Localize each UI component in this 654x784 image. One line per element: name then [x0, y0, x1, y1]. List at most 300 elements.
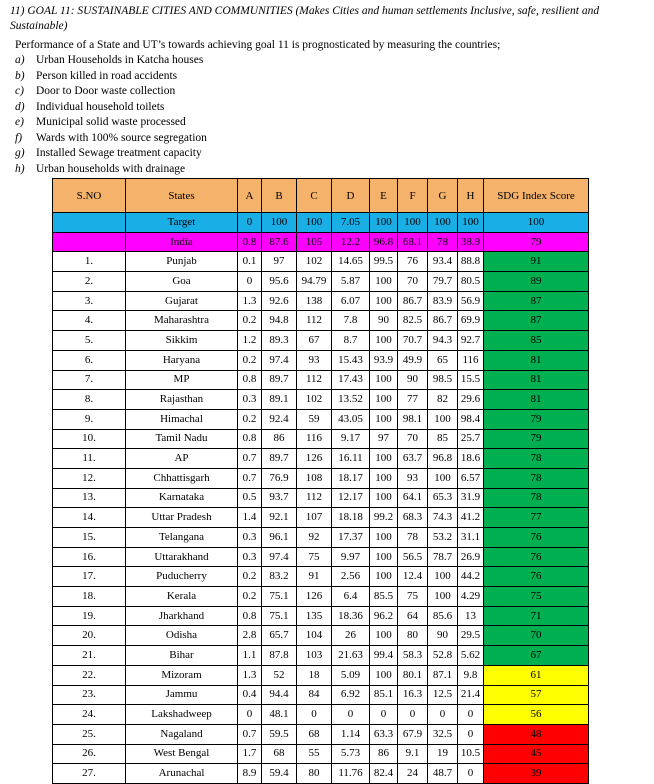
value-cell: 53.2 — [428, 528, 458, 548]
sno-cell: 26. — [53, 744, 126, 764]
score-cell: 71 — [484, 606, 589, 626]
value-cell: 11.76 — [332, 764, 370, 784]
state-cell: Rajasthan — [126, 390, 238, 410]
table-row — [53, 567, 589, 587]
column-header: SDG Index Score — [484, 179, 589, 213]
value-cell: 67 — [297, 331, 332, 351]
value-cell: 97.4 — [262, 547, 297, 567]
value-cell: 78.7 — [428, 547, 458, 567]
value-cell: 0 — [398, 705, 428, 725]
value-cell: 107 — [297, 508, 332, 528]
value-cell: 68 — [297, 724, 332, 744]
value-cell: 82.4 — [370, 764, 398, 784]
score-cell: 91 — [484, 252, 589, 272]
score-cell: 79 — [484, 429, 589, 449]
value-cell: 70.7 — [398, 331, 428, 351]
value-cell: 0.2 — [238, 311, 262, 331]
value-cell: 100 — [370, 488, 398, 508]
value-cell: 29.6 — [458, 390, 484, 410]
value-cell: 100 — [370, 528, 398, 548]
table-row — [53, 764, 589, 784]
value-cell: 100 — [428, 567, 458, 587]
score-cell: 87 — [484, 291, 589, 311]
value-cell: 0.3 — [238, 547, 262, 567]
value-cell: 126 — [297, 449, 332, 469]
value-cell: 52 — [262, 665, 297, 685]
score-cell: 76 — [484, 547, 589, 567]
indicator-marker: a) — [15, 54, 25, 66]
value-cell: 80.5 — [458, 272, 484, 292]
table-body — [53, 213, 589, 784]
indicator-marker: e) — [15, 116, 24, 128]
value-cell: 92.1 — [262, 508, 297, 528]
state-cell: West Bengal — [126, 744, 238, 764]
value-cell: 65.3 — [428, 488, 458, 508]
target-row — [53, 213, 589, 233]
value-cell: 89.3 — [262, 331, 297, 351]
indicator-marker: f) — [15, 131, 23, 144]
sno-cell: 3. — [53, 291, 126, 311]
state-cell: Maharashtra — [126, 311, 238, 331]
score-cell: 78 — [484, 488, 589, 508]
value-cell: 9.1 — [398, 744, 428, 764]
value-cell: 80 — [297, 764, 332, 784]
sno-cell: 6. — [53, 350, 126, 370]
value-cell: 70 — [398, 429, 428, 449]
sno-cell: 19. — [53, 606, 126, 626]
value-cell: 1.7 — [238, 744, 262, 764]
value-cell: 100 — [370, 626, 398, 646]
value-cell: 82.5 — [398, 311, 428, 331]
sno-cell: 12. — [53, 468, 126, 488]
value-cell: 65 — [428, 350, 458, 370]
goal-heading: 11) GOAL 11: SUSTAINABLE CITIES AND COMMUNITIES (Makes Cities and human settlements Inclusive, safe, resilient and Sustainable) — [10, 5, 600, 32]
value-cell: 0.2 — [238, 567, 262, 587]
value-cell: 0 — [428, 705, 458, 725]
value-cell: 6.57 — [458, 468, 484, 488]
india-row — [53, 232, 589, 252]
value-cell: 8.9 — [238, 764, 262, 784]
table-row — [53, 291, 589, 311]
sno-cell: 14. — [53, 508, 126, 528]
table-row — [53, 468, 589, 488]
indicator-text: Urban Households in Katcha houses — [36, 54, 204, 66]
value-cell: 104 — [297, 626, 332, 646]
score-cell: 81 — [484, 370, 589, 390]
value-cell: 0.1 — [238, 252, 262, 272]
value-cell: 93.7 — [262, 488, 297, 508]
state-cell: Gujarat — [126, 291, 238, 311]
value-cell: 90 — [370, 311, 398, 331]
value-cell: 85.1 — [370, 685, 398, 705]
value-cell: 102 — [297, 390, 332, 410]
value-cell: 93.4 — [428, 252, 458, 272]
score-cell: 70 — [484, 626, 589, 646]
value-cell: 9.17 — [332, 429, 370, 449]
value-cell: 12.2 — [332, 232, 370, 252]
value-cell: 0.8 — [238, 606, 262, 626]
value-cell: 75.1 — [262, 587, 297, 607]
table-row — [53, 744, 589, 764]
value-cell: 18.18 — [332, 508, 370, 528]
value-cell: 6.07 — [332, 291, 370, 311]
state-cell: Mizoram — [126, 665, 238, 685]
value-cell: 0.7 — [238, 468, 262, 488]
value-cell: 21.63 — [332, 646, 370, 666]
value-cell: 10.5 — [458, 744, 484, 764]
value-cell: 98.1 — [398, 409, 428, 429]
value-cell: 99.4 — [370, 646, 398, 666]
value-cell: 0 — [238, 213, 262, 233]
indicator-item — [15, 69, 207, 85]
value-cell: 100 — [370, 213, 398, 233]
indicator-item — [15, 100, 207, 116]
state-cell: Telangana — [126, 528, 238, 548]
table-row — [53, 587, 589, 607]
value-cell: 112 — [297, 370, 332, 390]
value-cell: 100 — [262, 213, 297, 233]
score-cell: 89 — [484, 272, 589, 292]
value-cell: 49.9 — [398, 350, 428, 370]
score-cell: 78 — [484, 468, 589, 488]
value-cell: 29.5 — [458, 626, 484, 646]
value-cell: 76.9 — [262, 468, 297, 488]
value-cell: 38.9 — [458, 232, 484, 252]
value-cell: 67.9 — [398, 724, 428, 744]
value-cell: 0.2 — [238, 409, 262, 429]
value-cell: 52.8 — [428, 646, 458, 666]
state-cell: Arunachal — [126, 764, 238, 784]
value-cell: 70 — [398, 272, 428, 292]
sno-cell: 9. — [53, 409, 126, 429]
value-cell: 100 — [428, 587, 458, 607]
score-cell: 100 — [484, 213, 589, 233]
value-cell: 100 — [370, 449, 398, 469]
value-cell: 86.7 — [398, 291, 428, 311]
column-header: A — [238, 179, 262, 213]
value-cell: 100 — [370, 547, 398, 567]
indicator-marker: d) — [15, 100, 25, 113]
indicator-marker: c) — [15, 85, 24, 97]
table-row — [53, 350, 589, 370]
value-cell: 18.17 — [332, 468, 370, 488]
value-cell: 116 — [297, 429, 332, 449]
sno-cell — [53, 232, 126, 252]
value-cell: 0.7 — [238, 724, 262, 744]
state-cell: Nagaland — [126, 724, 238, 744]
value-cell: 80.1 — [398, 665, 428, 685]
value-cell: 95.6 — [262, 272, 297, 292]
table-row — [53, 311, 589, 331]
sno-cell — [53, 213, 126, 233]
value-cell: 100 — [458, 213, 484, 233]
table-row — [53, 626, 589, 646]
value-cell: 15.5 — [458, 370, 484, 390]
value-cell: 18.36 — [332, 606, 370, 626]
state-cell: Tamil Nadu — [126, 429, 238, 449]
column-header: H — [458, 179, 484, 213]
sno-cell: 24. — [53, 705, 126, 725]
indicator-text: Municipal solid waste processed — [36, 116, 186, 128]
value-cell: 41.2 — [458, 508, 484, 528]
value-cell: 87.6 — [262, 232, 297, 252]
value-cell: 96.8 — [428, 449, 458, 469]
value-cell: 94.8 — [262, 311, 297, 331]
value-cell: 6.4 — [332, 587, 370, 607]
indicator-item — [15, 162, 207, 178]
value-cell: 0.8 — [238, 429, 262, 449]
table-row — [53, 665, 589, 685]
value-cell: 98.5 — [428, 370, 458, 390]
score-cell: 79 — [484, 232, 589, 252]
column-header: C — [297, 179, 332, 213]
value-cell: 31.9 — [458, 488, 484, 508]
value-cell: 79.7 — [428, 272, 458, 292]
value-cell: 99.2 — [370, 508, 398, 528]
state-cell: Karnataka — [126, 488, 238, 508]
value-cell: 100 — [370, 291, 398, 311]
state-cell: Himachal — [126, 409, 238, 429]
value-cell: 0 — [238, 272, 262, 292]
value-cell: 68.3 — [398, 508, 428, 528]
score-cell: 48 — [484, 724, 589, 744]
value-cell: 100 — [370, 468, 398, 488]
value-cell: 0.5 — [238, 488, 262, 508]
value-cell: 5.73 — [332, 744, 370, 764]
value-cell: 13.52 — [332, 390, 370, 410]
value-cell: 15.43 — [332, 350, 370, 370]
indicator-item — [15, 146, 207, 162]
indicator-marker: g) — [15, 147, 25, 159]
value-cell: 1.1 — [238, 646, 262, 666]
value-cell: 112 — [297, 488, 332, 508]
value-cell: 25.7 — [458, 429, 484, 449]
sno-cell: 13. — [53, 488, 126, 508]
value-cell: 100 — [370, 331, 398, 351]
value-cell: 92.7 — [458, 331, 484, 351]
intro-text: Performance of a State and UT’s towards achieving goal 11 is prognosticated by measuring the countries; — [15, 39, 501, 51]
sno-cell: 27. — [53, 764, 126, 784]
value-cell: 0 — [458, 764, 484, 784]
value-cell: 94.79 — [297, 272, 332, 292]
value-cell: 0.2 — [238, 587, 262, 607]
value-cell: 0.3 — [238, 390, 262, 410]
state-cell: Kerala — [126, 587, 238, 607]
score-cell: 61 — [484, 665, 589, 685]
value-cell: 98.4 — [458, 409, 484, 429]
value-cell: 100 — [370, 272, 398, 292]
score-cell: 57 — [484, 685, 589, 705]
value-cell: 0.4 — [238, 685, 262, 705]
state-cell: Target — [126, 213, 238, 233]
sno-cell: 22. — [53, 665, 126, 685]
value-cell: 100 — [297, 213, 332, 233]
column-header: States — [126, 179, 238, 213]
score-cell: 77 — [484, 508, 589, 528]
value-cell: 18.6 — [458, 449, 484, 469]
value-cell: 64.1 — [398, 488, 428, 508]
value-cell: 138 — [297, 291, 332, 311]
value-cell: 1.3 — [238, 291, 262, 311]
value-cell: 100 — [370, 567, 398, 587]
score-cell: 81 — [484, 390, 589, 410]
value-cell: 44.2 — [458, 567, 484, 587]
indicator-marker: h) — [15, 162, 25, 175]
value-cell: 5.62 — [458, 646, 484, 666]
value-cell: 86 — [262, 429, 297, 449]
indicator-item — [15, 115, 207, 131]
value-cell: 5.09 — [332, 665, 370, 685]
score-cell: 85 — [484, 331, 589, 351]
value-cell: 85.5 — [370, 587, 398, 607]
value-cell: 105 — [297, 232, 332, 252]
value-cell: 64 — [398, 606, 428, 626]
value-cell: 100 — [428, 468, 458, 488]
table-row — [53, 508, 589, 528]
score-cell: 76 — [484, 567, 589, 587]
state-cell: Goa — [126, 272, 238, 292]
state-cell: Jammu — [126, 685, 238, 705]
state-cell: Punjab — [126, 252, 238, 272]
value-cell: 84 — [297, 685, 332, 705]
value-cell: 100 — [370, 665, 398, 685]
score-cell: 79 — [484, 409, 589, 429]
table-row — [53, 547, 589, 567]
table-row — [53, 429, 589, 449]
value-cell: 32.5 — [428, 724, 458, 744]
sdg-table — [52, 178, 589, 784]
value-cell: 83.9 — [428, 291, 458, 311]
indicator-marker: b) — [15, 69, 25, 82]
table-row — [53, 685, 589, 705]
table-row — [53, 252, 589, 272]
state-cell: Jharkhand — [126, 606, 238, 626]
value-cell: 75 — [297, 547, 332, 567]
column-header: E — [370, 179, 398, 213]
value-cell: 74.3 — [428, 508, 458, 528]
value-cell: 90 — [428, 626, 458, 646]
value-cell: 88.8 — [458, 252, 484, 272]
state-cell: Uttarakhand — [126, 547, 238, 567]
value-cell: 1.4 — [238, 508, 262, 528]
value-cell: 7.05 — [332, 213, 370, 233]
score-cell: 45 — [484, 744, 589, 764]
value-cell: 96.2 — [370, 606, 398, 626]
sno-cell: 4. — [53, 311, 126, 331]
value-cell: 14.65 — [332, 252, 370, 272]
value-cell: 5.87 — [332, 272, 370, 292]
sno-cell: 5. — [53, 331, 126, 351]
value-cell: 0.8 — [238, 232, 262, 252]
sno-cell: 10. — [53, 429, 126, 449]
value-cell: 86 — [370, 744, 398, 764]
value-cell: 102 — [297, 252, 332, 272]
value-cell: 100 — [370, 390, 398, 410]
value-cell: 97 — [370, 429, 398, 449]
value-cell: 93.9 — [370, 350, 398, 370]
table-header-row — [53, 179, 589, 213]
indicator-text: Person killed in road accidents — [36, 69, 178, 82]
table-row — [53, 272, 589, 292]
sno-cell: 23. — [53, 685, 126, 705]
value-cell: 59.4 — [262, 764, 297, 784]
value-cell: 0 — [370, 705, 398, 725]
table-row — [53, 409, 589, 429]
value-cell: 2.8 — [238, 626, 262, 646]
score-cell: 67 — [484, 646, 589, 666]
state-cell: AP — [126, 449, 238, 469]
table-row — [53, 331, 589, 351]
table-row — [53, 390, 589, 410]
state-cell: Uttar Pradesh — [126, 508, 238, 528]
indicator-list — [15, 53, 207, 177]
value-cell: 48.7 — [428, 764, 458, 784]
value-cell: 0 — [458, 705, 484, 725]
value-cell: 85 — [428, 429, 458, 449]
sno-cell: 17. — [53, 567, 126, 587]
value-cell: 18 — [297, 665, 332, 685]
value-cell: 65.7 — [262, 626, 297, 646]
state-cell: Lakshadweep — [126, 705, 238, 725]
sno-cell: 20. — [53, 626, 126, 646]
state-cell: Odisha — [126, 626, 238, 646]
value-cell: 9.97 — [332, 547, 370, 567]
value-cell: 16.3 — [398, 685, 428, 705]
value-cell: 56.5 — [398, 547, 428, 567]
score-cell: 87 — [484, 311, 589, 331]
sno-cell: 8. — [53, 390, 126, 410]
value-cell: 103 — [297, 646, 332, 666]
score-cell: 75 — [484, 587, 589, 607]
value-cell: 59.5 — [262, 724, 297, 744]
value-cell: 58.3 — [398, 646, 428, 666]
value-cell: 21.4 — [458, 685, 484, 705]
value-cell: 43.05 — [332, 409, 370, 429]
indicator-item — [15, 131, 207, 147]
value-cell: 56.9 — [458, 291, 484, 311]
indicator-item — [15, 84, 207, 100]
value-cell: 12.17 — [332, 488, 370, 508]
value-cell: 87.1 — [428, 665, 458, 685]
value-cell: 59 — [297, 409, 332, 429]
value-cell: 69.9 — [458, 311, 484, 331]
value-cell: 26 — [332, 626, 370, 646]
table-row — [53, 724, 589, 744]
value-cell: 0 — [332, 705, 370, 725]
value-cell: 4.29 — [458, 587, 484, 607]
value-cell: 93 — [398, 468, 428, 488]
value-cell: 31.1 — [458, 528, 484, 548]
indicator-text: Installed Sewage treatment capacity — [36, 147, 202, 159]
score-cell: 78 — [484, 449, 589, 469]
sno-cell: 2. — [53, 272, 126, 292]
sno-cell: 1. — [53, 252, 126, 272]
value-cell: 16.11 — [332, 449, 370, 469]
indicator-text: Wards with 100% source segregation — [36, 131, 207, 144]
value-cell: 12.5 — [428, 685, 458, 705]
sno-cell: 25. — [53, 724, 126, 744]
value-cell: 90 — [398, 370, 428, 390]
value-cell: 0 — [458, 724, 484, 744]
value-cell: 17.43 — [332, 370, 370, 390]
value-cell: 55 — [297, 744, 332, 764]
value-cell: 0 — [238, 705, 262, 725]
column-header: G — [428, 179, 458, 213]
value-cell: 26.9 — [458, 547, 484, 567]
value-cell: 97 — [262, 252, 297, 272]
value-cell: 92.6 — [262, 291, 297, 311]
state-cell: Puducherry — [126, 567, 238, 587]
